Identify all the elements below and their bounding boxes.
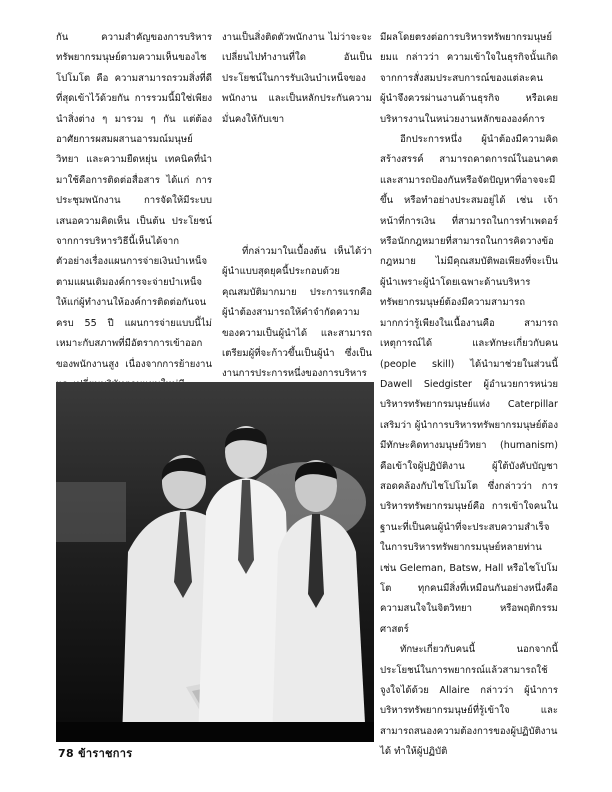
paragraph: งานเป็นสิ่งติดตัวพนักงาน ไม่ว่าจะจะเปลี่ยนไปทำงานที่ใด อันเป็นประโยชน์ในการรับเงินบำเหน็จของพนักงาน และเป็นหลักประกันความมั่นคงให้กับเขา — [222, 32, 372, 125]
article-column-2-continued — [222, 242, 372, 380]
photo-illustration — [56, 382, 374, 742]
article-column-3 — [380, 28, 558, 768]
paragraph: มีผลโดยตรงต่อการบริหารทรัพยากรมนุษย์ยมแ กล่าวว่า ความเข้าใจในธุรกิจนั้นเกิดจากการสั่งสมประสบการณ์ของแต่ละคน ผู้นำจึงควรผ่านงานด้านธุรกิจ หรือเคยบริหารงานในหน่วยงานหลักขององค์การ — [380, 32, 558, 125]
article-column-2 — [222, 28, 372, 228]
publication-name: ข้าราชการ — [78, 747, 133, 760]
article-column-1 — [56, 28, 212, 368]
group-photo — [56, 382, 374, 742]
paragraph: กัน ความสำคัญของการบริหารทรัพยากรมนุษย์ตามความเห็นของไชโปโมโต คือ ความสามารถรวมสิ่งที่ดีที่สุดเข้าไว้ด้วยกัน การรวมนี้มิใช่เพียงนำสิ่งต่าง ๆ มารวม ๆ กัน แต่ต้องอาศัยการผสมผสานอารมณ์มนุษย์วิทยา และความยืดหยุ่น เทคนิคที่นำมาใช้คือการติดต่อสื่อสาร ได้แก่ การประชุมพนักงาน การจัดให้มีระบบเสนอความคิดเห็น เป็นต้น ประโยชน์จากการบริหารวิธีนี้เห็นได้จากตัวอย่างเรื่องแผนการจ่ายเงินบำเหน็จ ตามแผนเดิมองค์การจะจ่ายบำเหน็จให้แก่ผู้ทำงานให้องค์การติดต่อกันจนครบ 55 ปี แผนการจ่ายแบบนี้ไม่เหมาะกับสภาพที่มีอัตราการเข้าออกของพนักงานสูง เนื่องจากการย้ายงาน — [56, 32, 212, 370]
page-number: 78 — [58, 747, 74, 760]
paragraph: ที่กล่าวมาในเบื้องต้น เห็นได้ว่า ผู้นำแบบสุดยุคนี้ประกอบด้วยคุณสมบัติมากมาย ประการแรกคือผู้นำต้องสามารถให้คำจำกัดความของความเป็นผู้นำได้ และสามารถเตรียมผู้ที่จะก้าวขึ้นเป็นผู้นำ ซึ่งเป็นงานการประการหนึ่งของการบริหาร — [222, 246, 372, 380]
paragraph: ทักษะเกี่ยวกับคนนี้ นอกจากนี้ประโยชน์ในการพยากรณ์แล้วสามารถใช้จูงใจได้ด้วย Allaire กล่าวว่า ผู้นำการบริหารทรัพยากรมนุษย์ที่รู้เข้าใจ และสามารถสนองความต้องการของผู้ปฏิบัติงานได้ ทำให้ผู้ปฏิบัติ — [380, 644, 558, 758]
page-footer — [58, 744, 132, 762]
paragraph: อีกประการหนึ่ง ผู้นำต้องมีความคิดสร้างสรรค์ สามารถคาดการณ์ในอนาคต และสามารถป้องกันหรือจัดปัญหาที่อาจจะมีขึ้น หรือทำอย่างประสมอยู่ได้ เช่น เจ้าหน้าที่การเงิน ที่สามารถในการทำเพดอร์หรือนักกฎหมายที่สามารถในการคิดวางข้อกฎหมาย ไม่มีคุณสมบัติพอเพียงที่จะเป็นผู้นำเพราะผู้นำโดยเฉพาะด้านบริหารทรัพยากรมนุษย์ต้องมีความสามารถมากกว่ารู้เพียงในเนื้องานคือ สามารถเหตุการณ์ได้ และทักษะเกี่ยวกับคน (people skill) ได้นำมาช่วยในส่วนนี้ Dawell Siedgister ผู้อำนวยการหน่วยบริหารทรัพยากรมนุษย์แห่ง Caterpillar เสริมว่า ผู้นำการบริหารทรัพยากรมนุษย์ต้องมีทักษะคิดทางมนุษย์วิทยา (humanism) คือเข้าใจผู้ปฏิบัติงาน ผู้ใต้บังคับบัญชา สอดคล้องกับไชโปโมโต ซึ่งกล่าวว่า การบริหารทรัพยากรมนุษย์คือ การเข้าใจคนในฐานะที่เป็นคนผู้นำที่จะประสบความสำเร็จในการบริหารทรัพยากรมนุษย์หลายท่าน เช่น Geleman, Batsw, Hall หรือไชโปโมโต ทุกคนมีสิ่งที่เหมือนกันอย่างหนึ่งคือ ความสนใจในจิตวิทยา หรือพฤติกรรมศาสตร์ — [380, 134, 558, 635]
